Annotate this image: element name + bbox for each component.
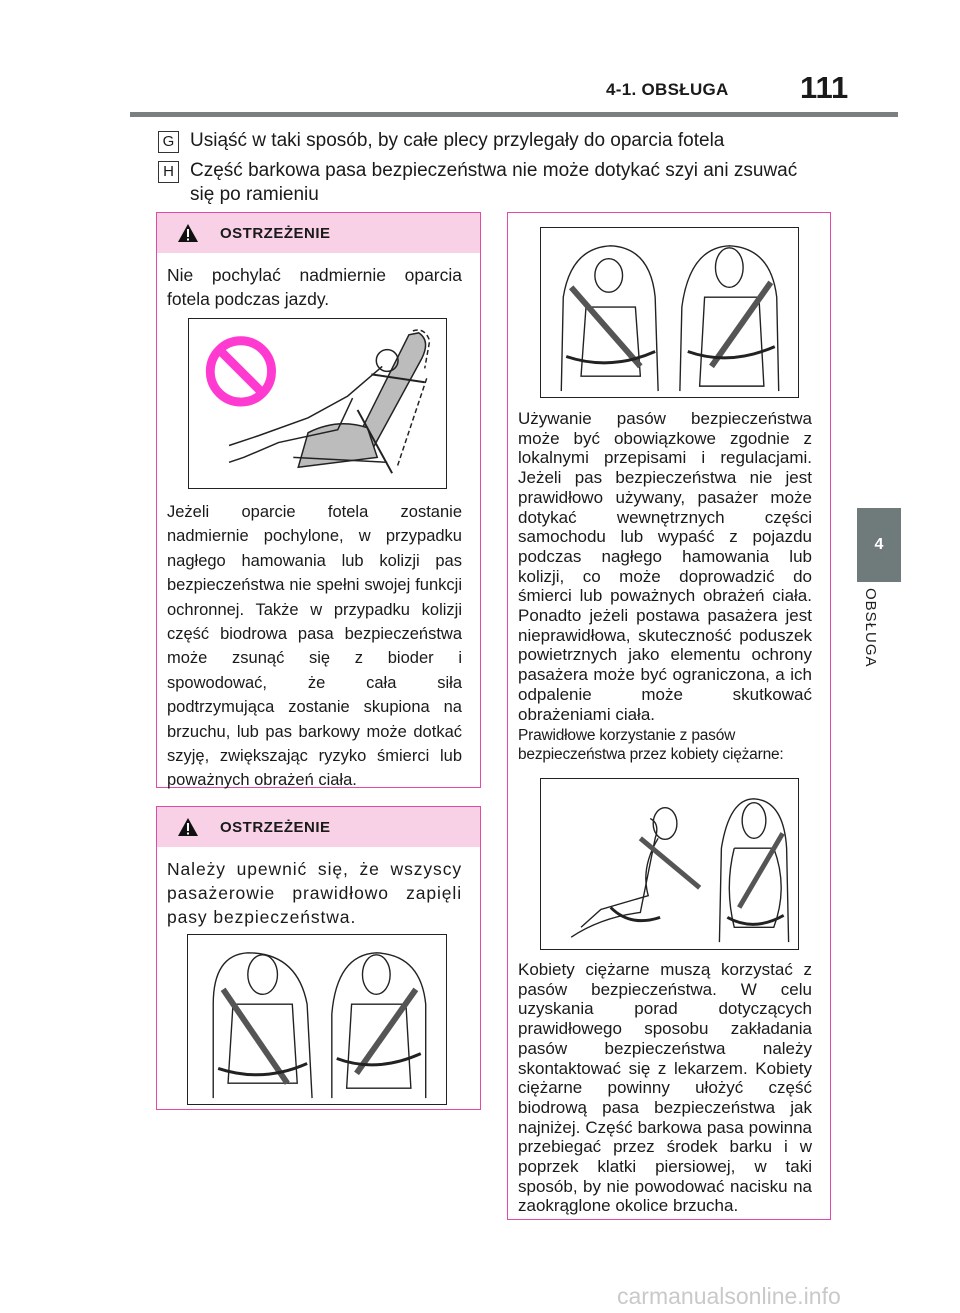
warning-header (157, 213, 480, 253)
reclined-passenger-illustration (189, 319, 446, 488)
chapter-label-vertical (857, 588, 901, 698)
section-title: 4-1. OBSŁUGA (606, 80, 729, 99)
info-paragraph-2: Kobiety ciężarne muszą korzystać z pasów bezpieczeństwa. W celu uzyskania porad dotyczących prawidłowego sposobu zakładania pasów bezpieczeństwa należy skontaktować się z lekarzem. Kobiety ciężarne powinny ułożyć część biodrową pasa bezpieczeństwa jak najniżej. Część barkowa pasa powinna przebiegać przez środek barku i w poprzek klatki piersiowej, w taki sposób, by nie powodować nacisku na zaokrąglone okolice brzucha. (518, 960, 812, 1216)
child-adult-belted-illustration (541, 228, 798, 397)
watermark: carmanualsonline.info (617, 1283, 841, 1309)
header-divider (130, 112, 898, 117)
chapter-label: OBSŁUGA (862, 588, 879, 668)
warning-triangle-icon (177, 223, 199, 243)
warning-box-all-passengers (156, 806, 481, 1110)
warning-title: OSTRZEŻENIE (220, 819, 331, 836)
warning-triangle-icon (177, 817, 199, 837)
illustration-child-and-adult (540, 227, 799, 398)
marker-h: H (158, 161, 179, 183)
info-box-seatbelt-usage (507, 212, 831, 1220)
illustration-belted-passengers (187, 934, 447, 1105)
illustration-pregnant-passenger (540, 778, 799, 950)
intro-item-h: Część barkowa pasa bezpieczeństwa nie może dotykać szyi ani zsuwać się po ramieniu (190, 160, 798, 205)
warning-lead: Nie pochylać nadmiernie oparcia fotela podczas jazdy. (167, 265, 462, 309)
info-paragraph-1: Używanie pasów bezpieczeństwa może być obowiązkowe zgodnie z lokalnymi przepisami i regulacjami. Jeżeli pas bezpieczeństwa nie jest prawidłowo używany, pasażer może dotykać wewnętrznych części samochodu lub wypaść z pojazdu podczas nagłego hamowania lub kolizji, co może doprowadzić do śmierci lub poważnych obrażeń ciała. Ponadto jeżeli postawa pasażera jest nieprawidłowa, skuteczność poduszek powietrznych jako elementu ochrony pasażera może być ograniczona, a ich odpalenie może skutkować obrażeniami ciała. (518, 409, 812, 724)
warning-lead: Należy upewnić się, że wszyscy pasażerowie prawidłowo zapięli pasy bezpieczeństwa. (167, 859, 462, 927)
marker-g: G (158, 131, 179, 153)
pregnant-belted-illustration (541, 779, 798, 949)
warning-box-reclined-seat (156, 212, 481, 788)
chapter-tab: 4 (857, 508, 901, 582)
page-number: 111 (800, 70, 849, 105)
warning-title: OSTRZEŻENIE (220, 225, 331, 242)
warning-body: Jeżeli oparcie fotela zostanie nadmiernie pochylone, w przypadku nagłego hamowania lub kolizji pas bezpieczeństwa nie spełni swojej funkcji ochronnej. Także w przypadku kolizji część biodrowa pasa bezpieczeństwa może zsunąć się z bioder i spowodować, że cała siła podtrzymująca zostanie skupiona na brzuchu, lub pas barkowy może dotkać szyję, zwiększając ryzyko śmierci lub poważnych obrażeń ciała. (167, 503, 462, 790)
warning-header (157, 807, 480, 847)
prohibition-icon (210, 341, 271, 402)
info-subheading: Prawidłowe korzystanie z pasów bezpieczeństwa przez kobiety ciężarne: (518, 727, 784, 763)
belted-passengers-illustration (188, 935, 446, 1104)
intro-item-g: Usiąść w taki sposób, by całe plecy przylegały do oparcia fotela (190, 130, 725, 151)
illustration-reclined-seat (188, 318, 447, 489)
